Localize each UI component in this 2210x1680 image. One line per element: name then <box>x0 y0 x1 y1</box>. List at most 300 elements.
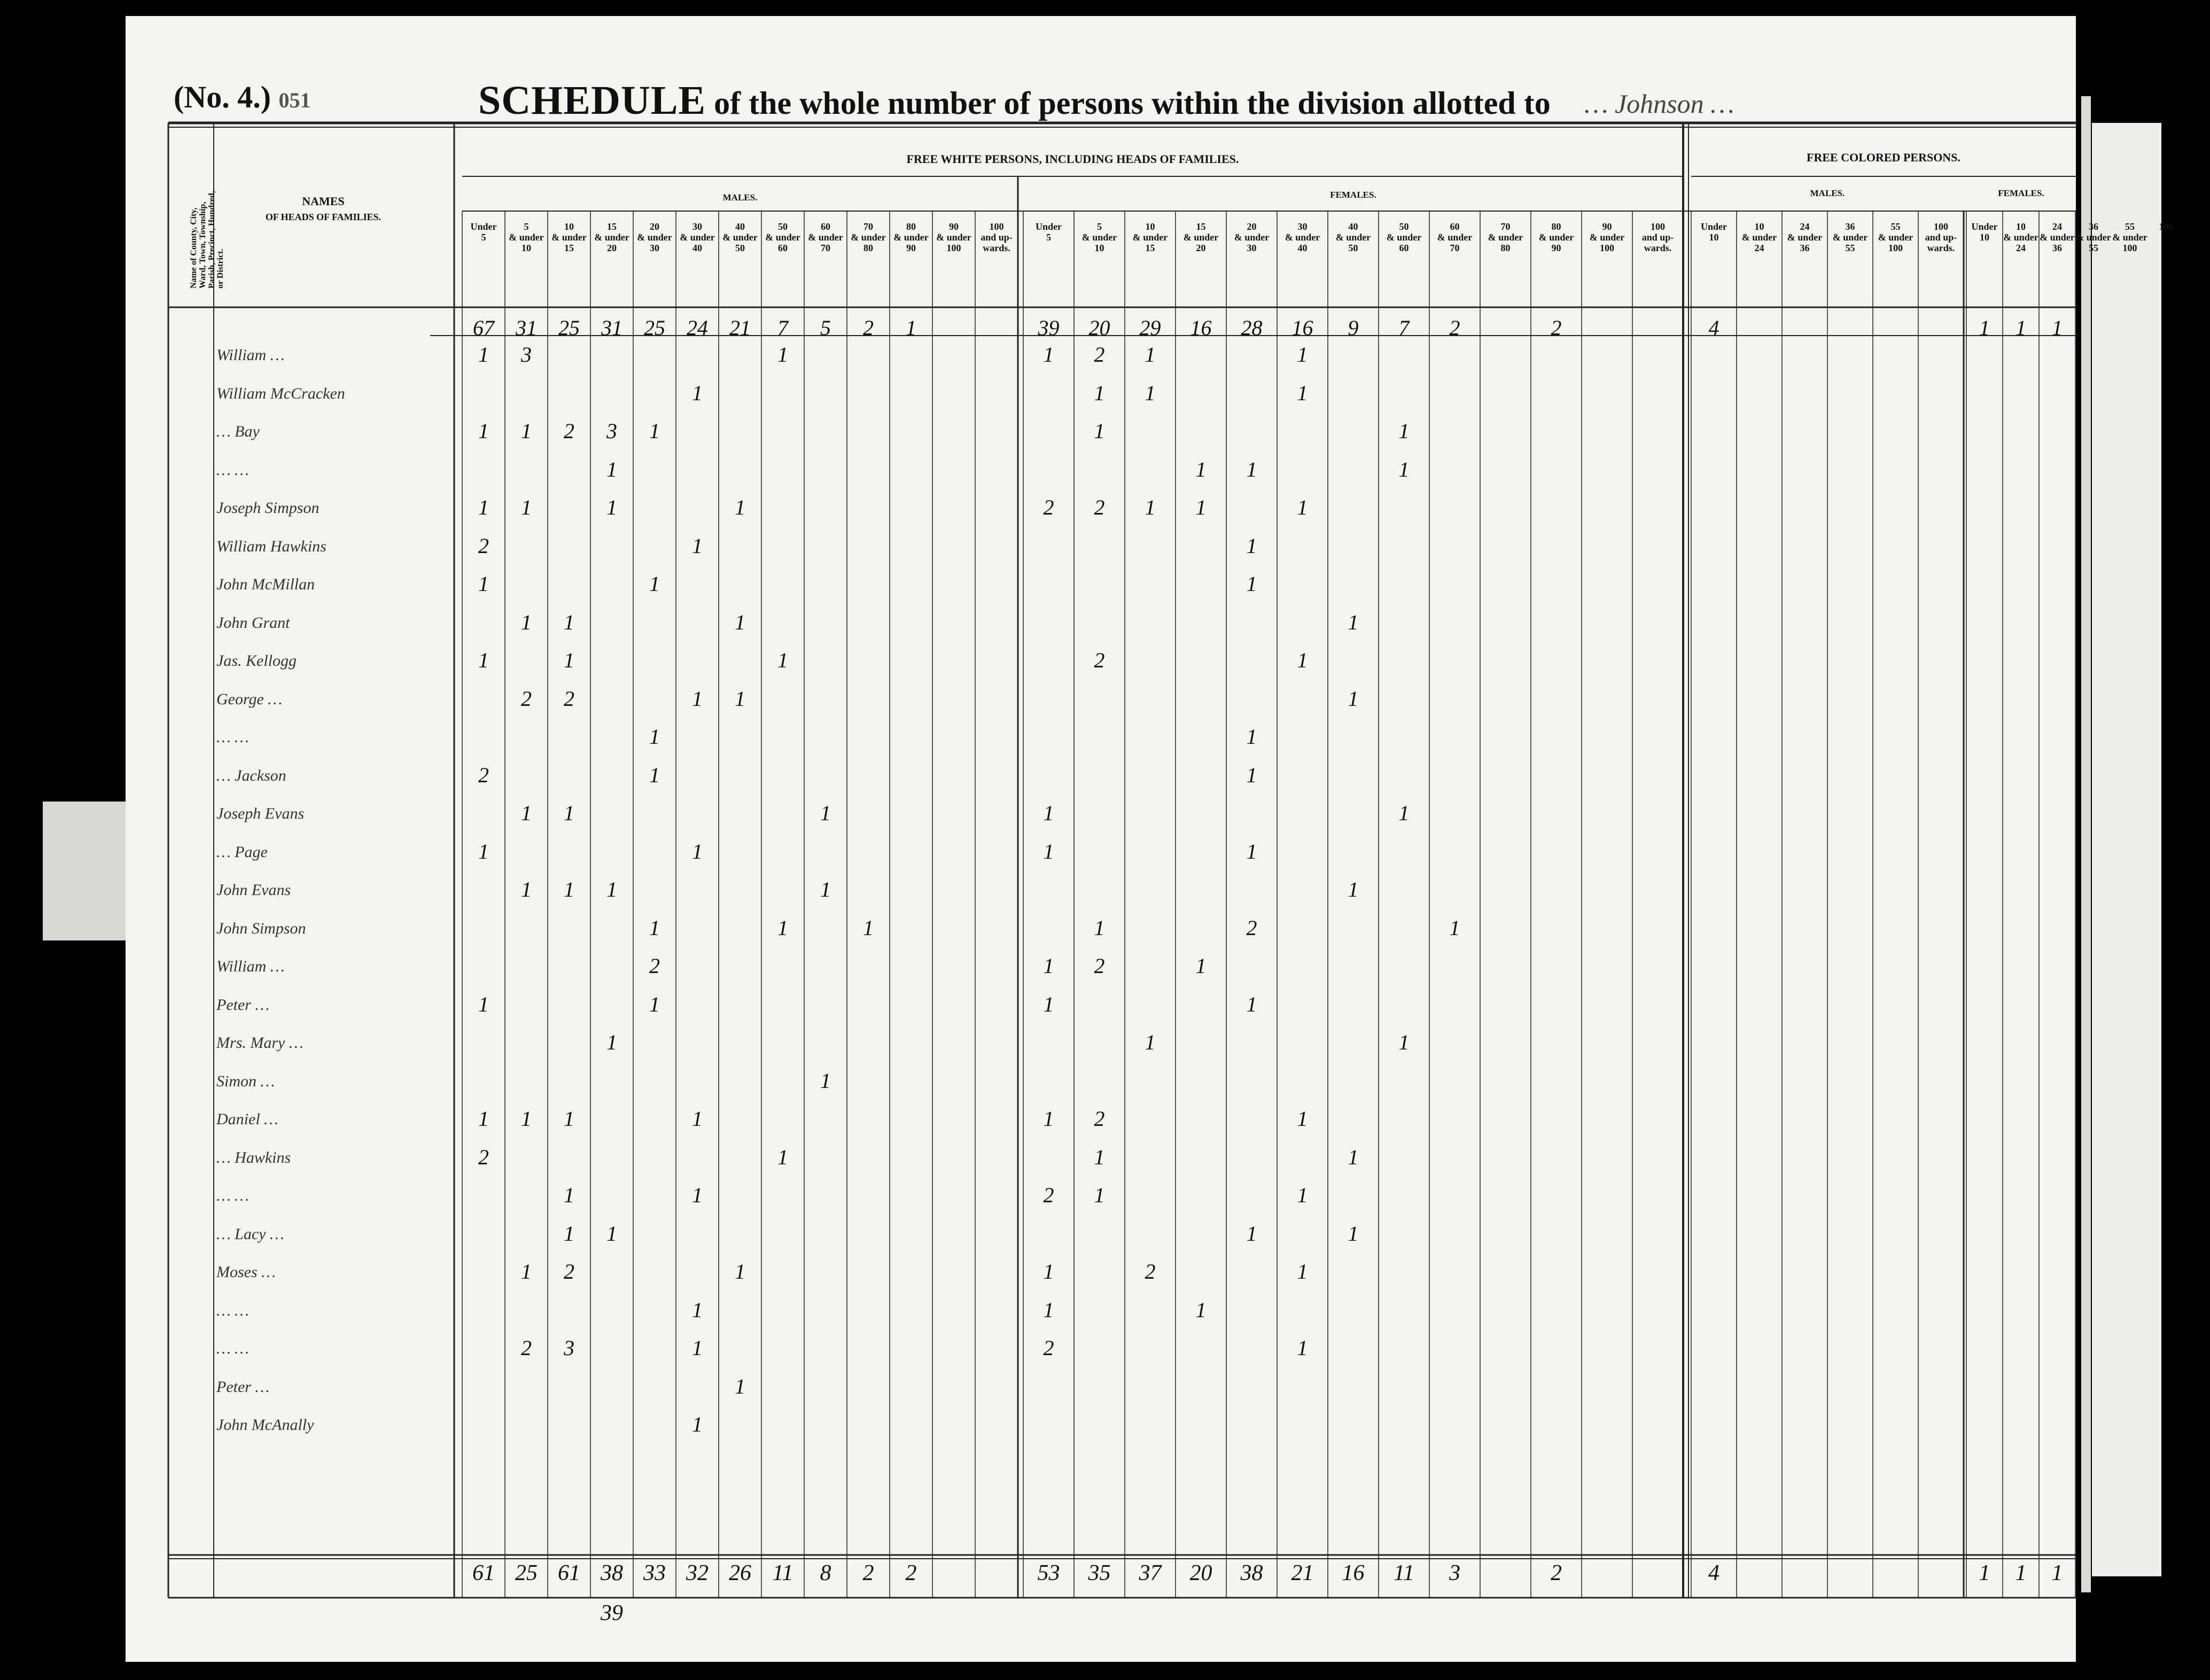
head-of-family-name: John McAnally <box>216 1416 314 1434</box>
tally-count: 2 <box>478 533 489 558</box>
colored-female-age-header <box>2148 222 2184 232</box>
age-header-part: 90 <box>1602 221 1612 232</box>
district-header-line: or District. <box>216 248 225 289</box>
tally-count: 1 <box>1145 495 1156 519</box>
tally-count: 1 <box>649 572 660 596</box>
age-header-part: & under <box>509 231 544 243</box>
age-header-part: 40 <box>735 221 745 232</box>
head-of-family-name: … … <box>216 1187 249 1204</box>
head-of-family-name: John Evans <box>216 881 291 899</box>
tally-count: 1 <box>1398 1030 1410 1054</box>
tally-count: 1 <box>1195 1297 1207 1322</box>
column-total: 1 <box>2051 1561 2063 1585</box>
age-header-part: 90 <box>1551 242 1561 253</box>
age-header-part: & under <box>551 231 587 243</box>
carried-forward-count: 25 <box>558 316 580 340</box>
age-header-part: 100 <box>2159 221 2174 232</box>
age-header-part: 36 <box>2089 221 2098 232</box>
tally-count: 1 <box>692 1412 703 1436</box>
age-header-part: & under <box>936 231 971 243</box>
age-header-part: Under <box>1971 221 1998 232</box>
carried-forward-count: 2 <box>1449 316 1460 340</box>
tally-count: 2 <box>564 419 574 443</box>
handwritten-division: … Johnson … <box>1584 89 1734 119</box>
age-header-part: & under <box>2040 231 2075 243</box>
tally-count: 1 <box>649 763 660 787</box>
age-header-part: 10 <box>1094 242 1104 253</box>
tally-count: 1 <box>1145 380 1156 405</box>
tally-count: 1 <box>1297 495 1308 519</box>
tally-count: 1 <box>521 1259 532 1284</box>
column-total: 1 <box>2015 1561 2027 1585</box>
tally-count: 1 <box>564 1183 574 1207</box>
tally-count: 1 <box>564 1221 574 1246</box>
age-header-part: 24 <box>2052 221 2062 232</box>
age-header-part: 50 <box>735 242 745 253</box>
tally-count: 1 <box>564 877 574 901</box>
tally-count: 1 <box>1195 495 1207 519</box>
age-header-part: & under <box>1741 231 1777 243</box>
head-of-family-name: … … <box>216 728 249 746</box>
tally-count: 1 <box>1246 572 1257 596</box>
age-header-part: 36 <box>1800 242 1810 253</box>
tally-count: 1 <box>1398 419 1410 443</box>
column-total: 37 <box>1139 1561 1162 1585</box>
age-header-part: & under <box>1832 231 1868 243</box>
column-total: 26 <box>729 1561 751 1585</box>
age-header-part: & under <box>1081 231 1117 243</box>
age-header-part: 36 <box>1845 221 1855 232</box>
tally-count: 1 <box>820 1068 831 1093</box>
tally-count: 2 <box>649 954 660 978</box>
age-header-part: 80 <box>906 221 916 232</box>
tally-count: 1 <box>606 877 617 901</box>
tally-count: 2 <box>1043 495 1054 519</box>
carried-forward-count: 31 <box>516 316 537 340</box>
form-number: (No. 4.) 051 <box>174 80 311 114</box>
age-header-part: 100 <box>1651 221 1665 232</box>
column-total: 4 <box>1708 1561 1719 1585</box>
age-header-part: 60 <box>1399 242 1409 253</box>
tally-count: 1 <box>777 343 788 367</box>
head-of-family-name: Daniel … <box>216 1110 278 1128</box>
tally-count: 2 <box>1246 915 1257 940</box>
age-header-part: Under <box>470 221 497 232</box>
tally-count: 2 <box>1094 1107 1105 1131</box>
tally-count: 1 <box>1094 380 1105 405</box>
age-header-part: 5 <box>481 231 486 243</box>
age-header-part: 90 <box>906 242 916 253</box>
tally-count: 1 <box>1297 1107 1308 1131</box>
age-header-part: 60 <box>778 242 788 253</box>
tally-count: 1 <box>478 419 489 443</box>
age-header-part: 5 <box>524 221 529 232</box>
tally-count: 1 <box>692 839 703 864</box>
tally-count: 1 <box>649 915 660 940</box>
tally-count: 2 <box>564 686 574 711</box>
tally-count: 2 <box>478 763 489 787</box>
tally-count: 1 <box>1195 954 1207 978</box>
column-total: 8 <box>820 1561 831 1585</box>
tally-count: 1 <box>1043 1107 1054 1131</box>
tally-count: 1 <box>692 1297 703 1322</box>
colored-females-label: FEMALES. <box>1998 188 2044 198</box>
tally-count: 3 <box>521 343 532 367</box>
tally-count: 1 <box>606 1030 617 1054</box>
head-of-family-name: Simon … <box>216 1072 275 1090</box>
carried-forward-count: 25 <box>644 316 665 340</box>
tally-count: 1 <box>649 419 660 443</box>
head-of-family-name: Joseph Simpson <box>216 499 320 517</box>
head-of-family-name: … Lacy … <box>216 1225 284 1243</box>
age-header-part: 55 <box>2089 242 2098 253</box>
column-total: 38 <box>601 1561 623 1585</box>
tally-count: 1 <box>1043 992 1054 1016</box>
age-header-part: 50 <box>778 221 788 232</box>
age-header-part: 70 <box>863 221 873 232</box>
tally-count: 1 <box>692 533 703 558</box>
tally-count: 1 <box>1043 343 1054 367</box>
age-header-part: & under <box>1488 231 1523 243</box>
age-header-part: 20 <box>607 242 617 253</box>
tally-count: 1 <box>1246 839 1257 864</box>
column-total: 2 <box>1551 1561 1562 1585</box>
age-header-part: 50 <box>1348 242 1358 253</box>
column-total: 35 <box>1088 1561 1111 1585</box>
tally-count: 1 <box>521 419 532 443</box>
tally-count: 1 <box>1297 1336 1308 1360</box>
age-header-part: wards. <box>983 242 1010 253</box>
scan-binding-tab <box>43 802 126 940</box>
column-total: 53 <box>1037 1561 1060 1585</box>
age-header-part: 40 <box>692 242 702 253</box>
age-header-part: & under <box>680 231 715 243</box>
age-header-part: Under <box>1036 221 1062 232</box>
age-header-part: & under <box>893 231 929 243</box>
head-of-family-name: William … <box>216 346 285 364</box>
carried-forward-count: 67 <box>473 316 494 340</box>
age-header-part: wards. <box>1644 242 1672 253</box>
tally-count: 1 <box>820 877 831 901</box>
age-header-part: 30 <box>1297 221 1308 232</box>
head-of-family-name: John McMillan <box>216 575 315 593</box>
tally-count: 2 <box>564 1259 574 1284</box>
column-total: 20 <box>1189 1561 1212 1585</box>
tally-count: 1 <box>1297 380 1308 405</box>
age-header-part: 30 <box>1247 242 1257 253</box>
carried-forward-count: 28 <box>1241 316 1263 340</box>
tally-count: 1 <box>1094 1145 1105 1169</box>
age-header-part: 30 <box>692 221 702 232</box>
age-header-part: 55 <box>1890 221 1901 232</box>
head-of-family-name: … Jackson <box>216 766 286 784</box>
tally-count: 2 <box>1094 495 1105 519</box>
tally-count: 1 <box>1195 457 1207 481</box>
carried-forward-count: 20 <box>1088 316 1110 340</box>
column-total: 25 <box>515 1561 538 1585</box>
age-header-part: & under <box>2112 231 2147 243</box>
age-header-part: 55 <box>1845 242 1855 253</box>
district-header-line: Ward, Town, Township, <box>198 201 207 289</box>
tally-count: 1 <box>692 1183 703 1207</box>
age-header-part: & under <box>2076 231 2111 243</box>
carried-forward-count: 4 <box>1708 316 1719 340</box>
carried-forward-count: 31 <box>601 316 622 340</box>
age-header-part: wards. <box>1927 242 1955 253</box>
column-total: 33 <box>643 1561 666 1585</box>
tally-count: 1 <box>521 1107 532 1131</box>
tally-count: 1 <box>1246 763 1257 787</box>
age-header-part: 70 <box>1500 221 1511 232</box>
carried-forward-count: 1 <box>2052 316 2063 340</box>
tally-count: 1 <box>735 610 745 634</box>
tally-count: 2 <box>1145 1259 1156 1284</box>
column-total: 1 <box>1979 1561 1990 1585</box>
tally-count: 1 <box>649 725 660 749</box>
district-header-line: Name of County, City, <box>189 207 198 289</box>
age-header-part: 10 <box>522 242 531 253</box>
tally-count: 1 <box>1246 457 1257 481</box>
age-header-part: 55 <box>2125 221 2135 232</box>
tally-count: 2 <box>1094 648 1105 672</box>
column-total: 11 <box>772 1561 793 1585</box>
tally-count: 1 <box>777 648 788 672</box>
head-of-family-name: … Bay <box>216 423 260 440</box>
tally-count: 1 <box>735 686 745 711</box>
column-total: 3 <box>1449 1561 1460 1585</box>
column-total: 38 <box>1240 1561 1263 1585</box>
tally-count: 1 <box>1246 1221 1257 1246</box>
age-header-part: 5 <box>1046 231 1051 243</box>
tally-count: 2 <box>478 1145 489 1169</box>
tally-count: 1 <box>863 915 874 940</box>
age-header-part: 100 <box>1888 242 1903 253</box>
age-header-part: & under <box>1589 231 1625 243</box>
head-of-family-name: William … <box>216 958 285 975</box>
tally-count: 1 <box>564 801 574 825</box>
free-white-header: FREE WHITE PERSONS, INCLUDING HEADS OF FAMILIES. <box>906 152 1239 166</box>
age-header-part: 10 <box>564 221 574 232</box>
tally-count: 1 <box>478 648 489 672</box>
tally-count: 1 <box>478 1107 489 1131</box>
age-header-part: 80 <box>1500 242 1511 253</box>
tally-count: 1 <box>1297 1259 1308 1284</box>
carried-forward-count: 2 <box>1551 316 1562 340</box>
colored-female-age-header <box>2075 222 2112 253</box>
age-header-part: 40 <box>1348 221 1358 232</box>
tally-count: 1 <box>692 686 703 711</box>
free-colored-header: FREE COLORED PERSONS. <box>1807 151 1960 164</box>
age-header-part: 80 <box>863 242 873 253</box>
age-header-part: & under <box>851 231 886 243</box>
age-header-part: & under <box>1183 231 1219 243</box>
age-header-part: 5 <box>1097 221 1102 232</box>
carried-forward-count: 2 <box>863 316 874 340</box>
tally-count: 1 <box>1297 1183 1308 1207</box>
tally-count: 1 <box>1348 877 1359 901</box>
age-header-part: & under <box>1132 231 1168 243</box>
tally-count: 1 <box>564 610 574 634</box>
column-total: 21 <box>1291 1561 1314 1585</box>
tally-count: 1 <box>606 1221 617 1246</box>
tally-count: 1 <box>777 915 788 940</box>
age-header-part: & under <box>1538 231 1574 243</box>
tally-count: 1 <box>478 495 489 519</box>
age-header-part: 60 <box>821 221 830 232</box>
carried-forward-count: 29 <box>1139 316 1161 340</box>
age-header-part: 70 <box>1450 242 1460 253</box>
tally-count: 1 <box>1348 686 1359 711</box>
tally-count: 1 <box>777 1145 788 1169</box>
carried-forward-count: 24 <box>687 316 708 340</box>
head-of-family-name: … … <box>216 461 249 479</box>
age-header-part: & under <box>1335 231 1371 243</box>
head-of-family-name: George … <box>216 690 283 708</box>
tally-count: 1 <box>735 1374 745 1398</box>
column-total: 16 <box>1342 1561 1365 1585</box>
tally-count: 1 <box>1043 954 1054 978</box>
age-header-part: 20 <box>1247 221 1257 232</box>
carried-forward-count: 1 <box>1979 316 1990 340</box>
carried-forward-count: 1 <box>2016 316 2026 340</box>
age-header-part: 24 <box>1800 221 1810 232</box>
head-of-family-name: Moses … <box>216 1263 276 1281</box>
age-header-part: 24 <box>1754 242 1764 253</box>
carried-forward-count: 16 <box>1291 316 1313 340</box>
tally-count: 1 <box>1449 915 1460 940</box>
age-header-part: 50 <box>1399 221 1409 232</box>
age-header-part: 100 <box>2122 242 2137 253</box>
age-header-part: & under <box>1878 231 1913 243</box>
tally-count: 2 <box>521 1336 532 1360</box>
white-males-label: MALES. <box>722 192 758 203</box>
age-header-part: & under <box>1787 231 1823 243</box>
bottom-note: 39 <box>601 1601 623 1625</box>
carried-forward-count: 21 <box>729 316 751 340</box>
column-total: 61 <box>558 1561 580 1585</box>
head-of-family-name: … … <box>216 1340 249 1357</box>
tally-count: 2 <box>1094 343 1105 367</box>
age-header-part: and up- <box>1925 231 1957 243</box>
column-total: 11 <box>1394 1561 1414 1585</box>
tally-count: 2 <box>1043 1183 1054 1207</box>
age-header-part: & under <box>722 231 758 243</box>
age-header-part: 10 <box>1980 231 1989 243</box>
carried-forward-count: 16 <box>1190 316 1212 340</box>
tally-count: 1 <box>521 877 532 901</box>
age-header-part: 10 <box>2016 221 2026 232</box>
tally-count: 3 <box>564 1336 574 1360</box>
age-header-part: 15 <box>564 242 574 253</box>
head-of-family-name: Mrs. Mary … <box>216 1034 304 1052</box>
tally-count: 2 <box>521 686 532 711</box>
ruled-grid <box>126 16 2076 1662</box>
age-header-part: 30 <box>650 242 659 253</box>
tally-count: 1 <box>606 457 617 481</box>
tally-count: 1 <box>1297 648 1308 672</box>
tally-count: 1 <box>1145 1030 1156 1054</box>
column-total: 2 <box>862 1561 874 1585</box>
column-total: 2 <box>905 1561 917 1585</box>
age-header-part: & under <box>2003 231 2038 243</box>
tally-count: 1 <box>692 1336 703 1360</box>
head-of-family-name: William Hawkins <box>216 537 326 555</box>
head-of-family-name: William McCracken <box>216 384 345 402</box>
tally-count: 1 <box>521 495 532 519</box>
tally-count: 1 <box>1094 915 1105 940</box>
tally-count: 1 <box>649 992 660 1016</box>
head-of-family-name: … Hawkins <box>216 1148 291 1166</box>
age-header-part: & under <box>1386 231 1422 243</box>
age-header-part: 80 <box>1551 221 1561 232</box>
tally-count: 1 <box>521 610 532 634</box>
age-header-part: & under <box>1285 231 1320 243</box>
age-header-part: and up- <box>1641 231 1674 243</box>
tally-count: 1 <box>820 801 831 825</box>
tally-count: 1 <box>564 1107 574 1131</box>
head-of-family-name: Peter … <box>216 995 270 1014</box>
page-title: SCHEDULE of the whole number of persons within the division allotted to <box>478 78 1551 123</box>
carried-forward-count: 9 <box>1348 316 1359 340</box>
column-total: 32 <box>686 1561 709 1585</box>
district-header-line: Parish, Precinct, Hundred, <box>207 191 216 289</box>
age-header-part: 15 <box>1145 242 1155 253</box>
age-header-part: 100 <box>946 242 961 253</box>
carried-forward-count: 39 <box>1038 316 1060 340</box>
age-header-part: 24 <box>2016 242 2026 253</box>
carried-forward-count: 7 <box>777 316 788 340</box>
census-page <box>126 16 2174 1662</box>
age-header-part: & under <box>637 231 672 243</box>
tally-count: 3 <box>606 419 617 443</box>
tally-count: 1 <box>1043 839 1054 864</box>
age-header-part: 20 <box>1196 242 1206 253</box>
tally-count: 1 <box>1043 801 1054 825</box>
colored-males-label: MALES. <box>1810 188 1845 198</box>
tally-count: 1 <box>478 839 489 864</box>
age-header-part: 20 <box>650 221 659 232</box>
age-header-part: & under <box>765 231 800 243</box>
column-total: 61 <box>472 1561 495 1585</box>
age-header-part: 15 <box>607 221 617 232</box>
tally-count: 1 <box>478 343 489 367</box>
age-header-part: 100 <box>1600 242 1614 253</box>
tally-count: 1 <box>478 992 489 1016</box>
tally-count: 1 <box>1398 457 1410 481</box>
head-of-family-name: … … <box>216 1301 249 1319</box>
tally-count: 1 <box>521 801 532 825</box>
age-header-part: & under <box>594 231 629 243</box>
head-of-family-name: Joseph Evans <box>216 805 305 822</box>
tally-count: 1 <box>735 1259 745 1284</box>
age-header-part: & under <box>808 231 843 243</box>
colored-female-age-header <box>2112 222 2148 253</box>
white-females-label: FEMALES. <box>1330 190 1376 200</box>
tally-count: 1 <box>1398 801 1410 825</box>
age-header-part: 70 <box>821 242 830 253</box>
age-header-part: 10 <box>1145 221 1155 232</box>
age-header-part: Under <box>1701 221 1727 232</box>
tally-count: 1 <box>478 572 489 596</box>
tally-count: 1 <box>1246 533 1257 558</box>
age-header-part: 100 <box>1934 221 1948 232</box>
tally-count: 1 <box>1094 419 1105 443</box>
carried-forward-count: 1 <box>906 316 916 340</box>
tally-count: 1 <box>1043 1259 1054 1284</box>
age-header-part: 15 <box>1196 221 1206 232</box>
age-header-part: 40 <box>1297 242 1308 253</box>
tally-count: 1 <box>1043 1297 1054 1322</box>
